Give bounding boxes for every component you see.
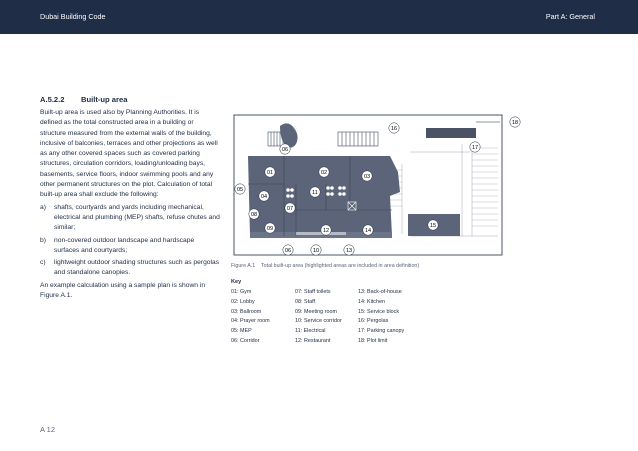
- callout-17: [470, 142, 480, 152]
- callout-label: 12: [322, 228, 330, 234]
- document-title: Dubai Building Code: [40, 12, 106, 21]
- list-item: [40, 258, 220, 279]
- key-entry: 10: Service corridor: [295, 318, 342, 325]
- key-entry: 05: MEP: [231, 328, 252, 335]
- callout-label: 01: [266, 170, 274, 176]
- callout-label: 06: [281, 147, 289, 153]
- callout-10: [311, 245, 321, 255]
- list-item: [40, 203, 220, 234]
- key-entry: 12: Restaurant: [295, 337, 331, 344]
- page-number: A 12: [40, 425, 56, 434]
- list-item: [40, 236, 220, 257]
- page-header: [0, 0, 638, 34]
- key-column-3: [358, 288, 404, 347]
- key-entry: 01: Gym: [231, 289, 252, 295]
- key-entry: 06: Corridor: [231, 337, 260, 344]
- parking-canopy: [426, 128, 476, 138]
- callout-07: [285, 203, 295, 213]
- callout-label: 14: [364, 228, 372, 234]
- callout-03: [362, 171, 372, 181]
- key-column-2: [295, 288, 342, 347]
- callout-14: [363, 225, 373, 235]
- site-plan-figure: [230, 114, 519, 258]
- key-entry: 04: Prayer room: [231, 318, 270, 325]
- callout-12: [321, 225, 331, 235]
- key-column-1: [231, 288, 270, 347]
- callout-11: [310, 187, 320, 197]
- callout-label: 03: [363, 174, 371, 180]
- key-entry: 16: Pergolas: [358, 318, 389, 325]
- callout-label: 02: [320, 170, 328, 176]
- key-entry: 02: Lobby: [231, 298, 255, 305]
- callout-09: [265, 223, 275, 233]
- callout-15: [428, 220, 438, 230]
- section-heading: [40, 95, 127, 104]
- callout-label: 08: [250, 212, 258, 218]
- callout-label: 07: [286, 206, 294, 212]
- key-entry: 15: Service block: [358, 308, 400, 315]
- callout-06: [280, 144, 290, 154]
- callout-label: 18: [511, 120, 519, 126]
- list-text: lightweight outdoor shading structures such as pergolas and standalone canopies.: [54, 259, 220, 277]
- list-marker: b): [40, 236, 46, 244]
- callout-label: 15: [429, 223, 437, 229]
- key-entry: 03: Ballroom: [231, 308, 262, 315]
- figure-label: Figure A.1: [231, 263, 256, 269]
- callout-label: 17: [471, 145, 479, 151]
- callout-label: 04: [260, 194, 268, 200]
- key-entry: 09: Meeting room: [295, 308, 337, 315]
- callout-label: 09: [266, 226, 274, 232]
- key-entry: 08: Staff: [295, 298, 315, 305]
- list-marker: c): [40, 259, 46, 267]
- callout-08: [249, 209, 259, 219]
- callout-05: [235, 184, 245, 194]
- list-text: non-covered outdoor landscape and hardscape surfaces and courtyards;: [54, 236, 195, 254]
- callout-02: [319, 167, 329, 177]
- section-body: [40, 108, 220, 303]
- callout-label: 05: [236, 187, 244, 193]
- figure-caption: [231, 263, 419, 269]
- intro-paragraph: Built-up area is used also by Planning Authorities. It is defined as the total constructed area in a building or structure measured from the external walls of the building, inclusive of balconies, terraces and other projections as well as any other covered spaces such as covered parking structures, circulation corridors, loading/unloading bays, basements, service floors, indoor swimming pools and any other permanent structures on the plot. Calculation of total built-up area shall exclude the following:: [40, 109, 218, 199]
- callout-label: 11: [312, 190, 318, 196]
- callout-04: [259, 191, 269, 201]
- callout-label: 06: [284, 248, 292, 254]
- key-entry: 11: Electrical: [295, 328, 326, 335]
- list-text: shafts, courtyards and yards including mechanical, electrical and plumbing (MEP) shafts, refuse chutes and similar;: [54, 203, 220, 232]
- key-entry: 17: Parking canopy: [358, 328, 405, 335]
- section-title: Built-up area: [81, 95, 128, 104]
- callout-label: 10: [312, 248, 320, 254]
- figure-caption-text: Total built-up area (highlighted areas are included in area definition): [261, 263, 420, 269]
- callout-label: 16: [390, 126, 398, 132]
- callout-label: 13: [345, 248, 353, 254]
- callout-16: [389, 123, 399, 133]
- section-number: A.5.2.2: [40, 95, 65, 104]
- callout-06-corridor: [283, 245, 293, 255]
- key-entry: 14: Kitchen: [358, 298, 385, 305]
- callout-01: [265, 167, 275, 177]
- key-entry: 13: Back-of-house: [358, 289, 402, 295]
- callout-18: [510, 117, 520, 127]
- part-title: Part A: General: [545, 12, 595, 21]
- key-entry: 07: Staff toilets: [295, 289, 331, 295]
- outro-paragraph: An example calculation using a sample plan is shown in Figure A.1.: [40, 281, 206, 300]
- callout-13: [344, 245, 354, 255]
- key-entry: 18: Plot limit: [358, 337, 388, 344]
- key-heading: Key: [231, 279, 242, 285]
- service-corridor: [296, 232, 346, 235]
- list-marker: a): [40, 203, 46, 211]
